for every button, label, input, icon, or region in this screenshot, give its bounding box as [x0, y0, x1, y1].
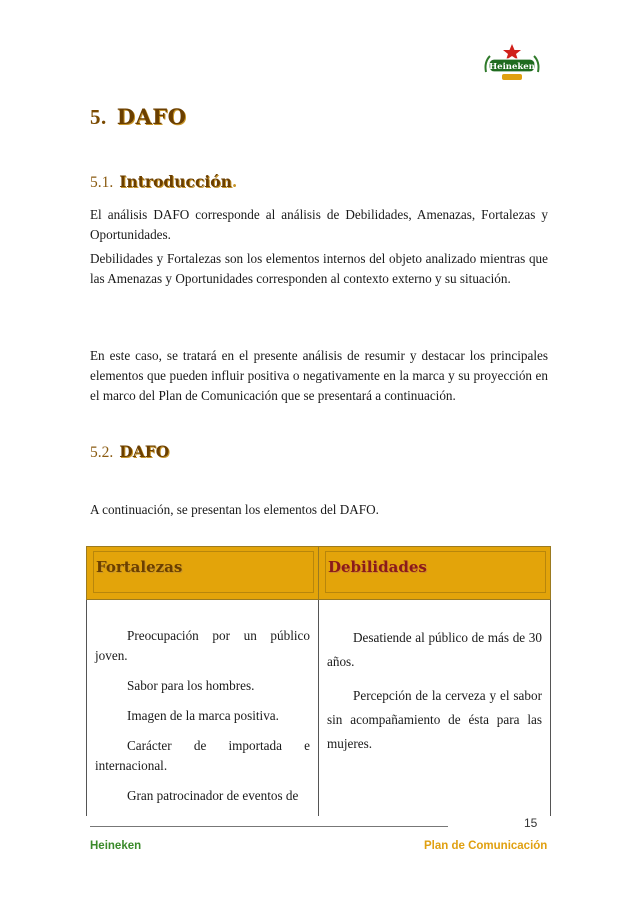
table-header-debilidades: Debilidades	[319, 547, 551, 600]
list-item: Gran patrocinador de eventos de	[127, 788, 299, 803]
subsection-title: DAFO	[119, 442, 170, 461]
table-header-fortalezas: Fortalezas	[87, 547, 319, 600]
table-intro: A continuación, se presentan los elementos del DAFO.	[90, 502, 379, 518]
heineken-logo-icon	[480, 42, 544, 86]
list-item: Imagen de la marca positiva.	[127, 708, 279, 723]
section-number: 5.	[90, 105, 107, 129]
paragraph: En este caso, se tratará en el presente análisis de resumir y destacar los principales elementos que pueden influir positiva o negativamente en la marca y su proyección en el marco del Plan de Comunicación que se presentará a continuación.	[90, 348, 548, 404]
subsection-heading-intro: 5.1. Introducción.	[90, 172, 238, 191]
section-title: DAFO	[116, 104, 187, 129]
subsection-title: Introducción	[119, 172, 232, 191]
list-item: Percepción de la cerveza y el sabor sin acompañamiento de ésta para las mujeres.	[327, 688, 542, 751]
list-item: Desatiende al público de más de 30 años.	[327, 630, 542, 669]
footer-document-title: Plan de Comunicación	[424, 840, 548, 852]
subsection-number: 5.1.	[90, 174, 114, 191]
debilidades-cell	[319, 600, 551, 817]
fortalezas-cell	[87, 600, 319, 817]
svg-text:Heineken: Heineken	[489, 62, 535, 72]
dafo-table	[86, 546, 551, 816]
subsection-heading-dafo	[90, 442, 169, 462]
section-heading	[90, 104, 186, 130]
list-item: Sabor para los hombres.	[127, 678, 255, 693]
paragraph: El análisis DAFO corresponde al análisis de Debilidades, Amenazas, Fortalezas y Oportunidades.	[90, 207, 548, 243]
footer-company: Heineken	[90, 840, 142, 852]
subsection-number: 5.2.	[90, 444, 114, 461]
paragraph: Debilidades y Fortalezas son los elementos internos del objeto analizado mientras que las Amenazas y Oportunidades corresponden al contexto externo y su situación.	[90, 251, 548, 287]
list-item: Preocupación por un público joven.	[95, 628, 310, 663]
footer-divider	[90, 826, 448, 827]
list-item: Carácter de importada e internacional.	[95, 738, 310, 773]
page-number: 15	[524, 816, 538, 830]
